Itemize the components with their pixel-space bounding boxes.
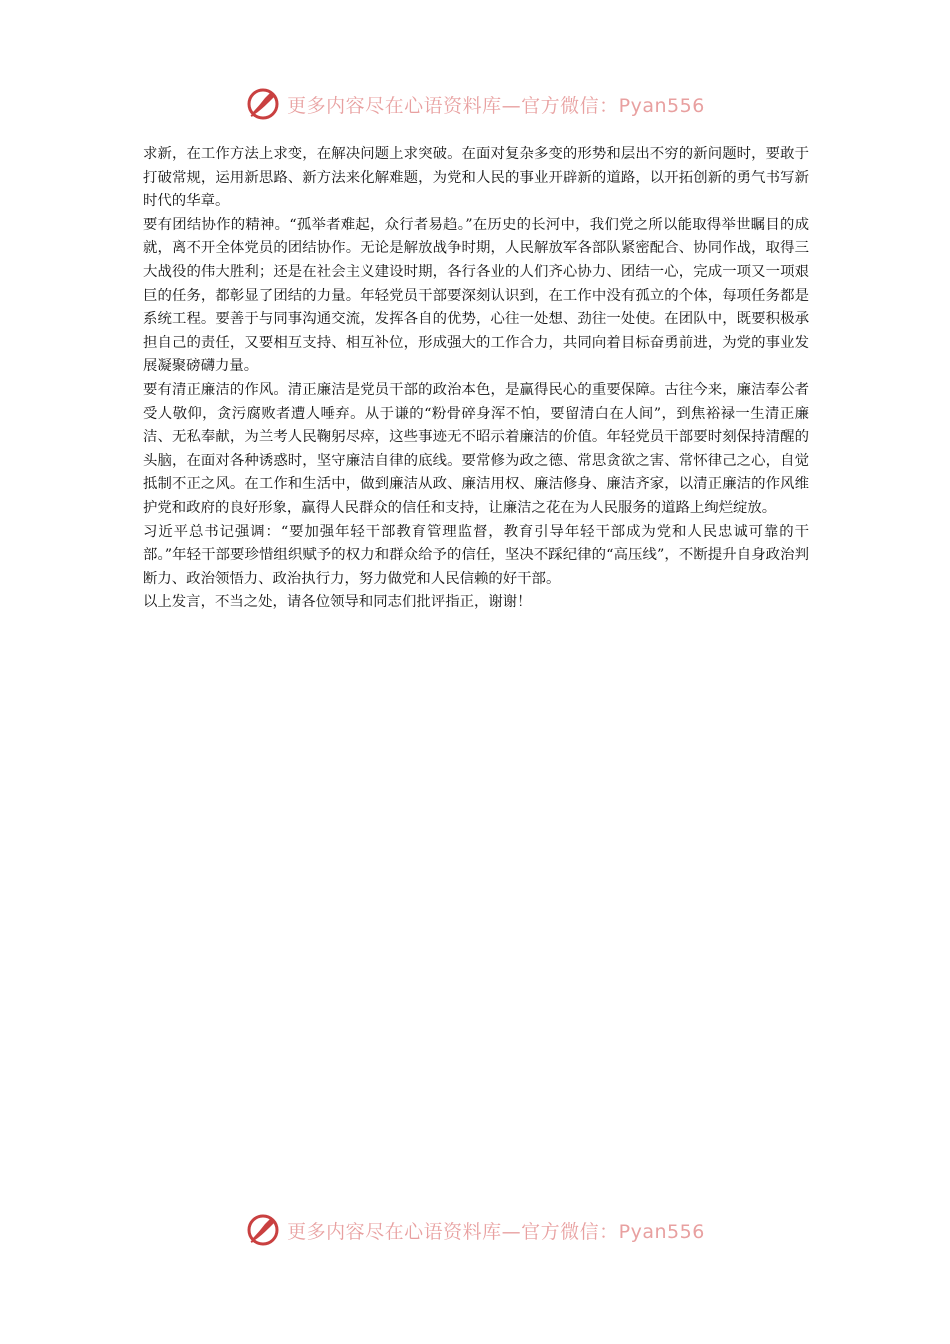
footer-banner: [0, 1210, 950, 1250]
pen-logo-icon: [245, 86, 281, 122]
paragraph-5: 以上发言，不当之处，请各位领导和同志们批评指正，谢谢！: [143, 594, 532, 611]
paragraph-1: 求新，在工作方法上求变，在解决问题上求突破。在面对复杂多变的形势和层出不穷的新问题时，要敢于打破常规，运用新思路、新方法来化解难题，为党和人民的事业开辟新的道路，以开拓创新的勇气书写新时代的华章。: [143, 146, 809, 210]
paragraph-4: 习近平总书记强调：“要加强年轻干部教育管理监督，教育引导年轻干部成为党和人民忠诚可靠的干部。”年轻干部要珍惜组织赋予的权力和群众给予的信任，坚决不踩纪律的“高压线”，不断提升自身政治判断力、政治领悟力、政治执行力，努力做党和人民信赖的好干部。: [143, 523, 809, 587]
footer-banner-inner: [245, 1212, 705, 1248]
header-banner-inner: [245, 86, 705, 122]
header-banner-text: 更多内容尽在心语资料库—官方微信：Pyan556: [287, 94, 705, 117]
paragraph-3: 要有清正廉洁的作风。清正廉洁是党员干部的政治本色，是赢得民心的重要保障。古往今来，廉洁奉公者受人敬仰，贪污腐败者遭人唾弃。从于谦的“粉骨碎身浑不怕，要留清白在人间”，到焦裕禄一生清正廉洁、无私奉献，为兰考人民鞠躬尽瘁，这些事迹无不昭示着廉洁的价值。年轻党员干部要时刻保持清醒的头脑，在面对各种诱惑时，坚守廉洁自律的底线。要常修为政之德、常思贪欲之害、常怀律己之心，自觉抵制不正之风。在工作和生活中，做到廉洁从政、廉洁用权、廉洁修身、廉洁齐家，以清正廉洁的作风维护党和政府的良好形象，赢得人民群众的信任和支持，让廉洁之花在为人民服务的道路上绚烂绽放。: [143, 381, 809, 516]
document-body: [143, 143, 809, 615]
paragraph-2: 要有团结协作的精神。“孤举者难起，众行者易趋。”在历史的长河中，我们党之所以能取得举世瞩目的成就，离不开全体党员的团结协作。无论是解放战争时期，人民解放军各部队紧密配合、协同作战，取得三大战役的伟大胜利；还是在社会主义建设时期，各行各业的人们齐心协力、团结一心，完成一项又一项艰巨的任务，都彰显了团结的力量。年轻党员干部要深刻认识到，在工作中没有孤立的个体，每项任务都是系统工程。要善于与同事沟通交流，发挥各自的优势，心往一处想、劲往一处使。在团队中，既要积极承担自己的责任，又要相互支持、相互补位，形成强大的工作合力，共同向着目标奋勇前进，为党的事业发展凝聚磅礴力量。: [143, 216, 809, 375]
footer-banner-text: 更多内容尽在心语资料库—官方微信：Pyan556: [287, 1220, 705, 1243]
header-banner: [0, 84, 950, 124]
pen-logo-icon: [245, 1212, 281, 1248]
